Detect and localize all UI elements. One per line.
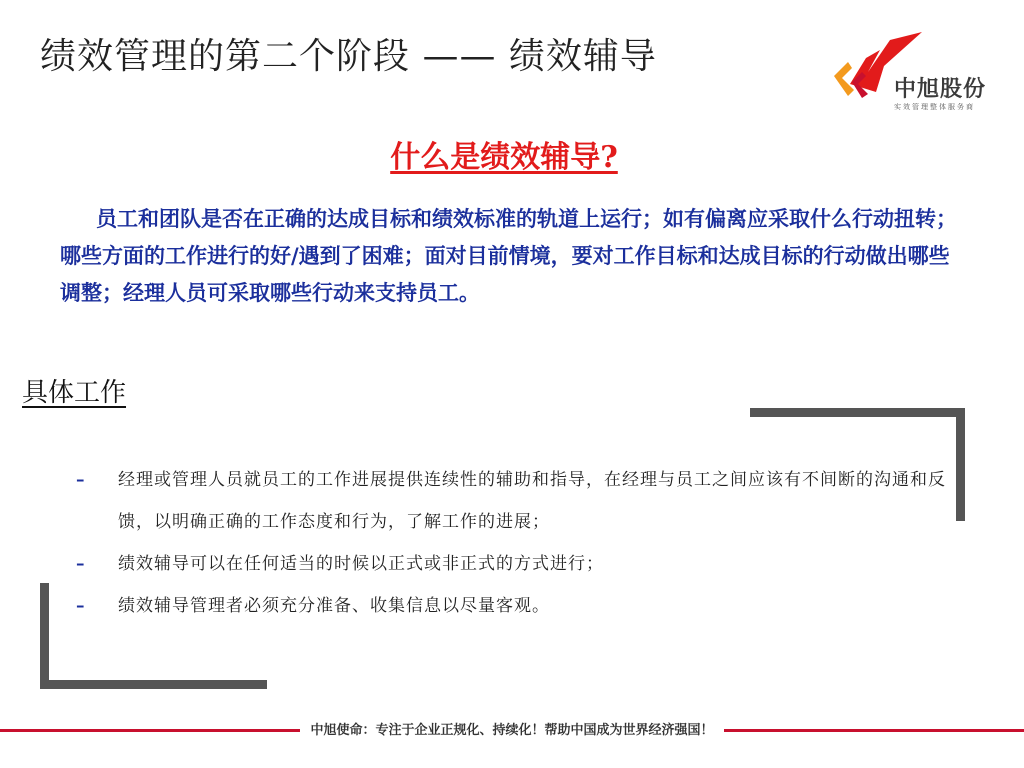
slide-title: 绩效管理的第二个阶段 —— 绩效辅导	[40, 36, 657, 77]
bullet-marker: –	[76, 596, 86, 616]
intro-paragraph: 员工和团队是否在正确的达成目标和绩效标准的轨道上运行；如有偏离应采取什么行动扭转；哪些方面的工作进行的好/遇到了困难；面对目前情境，要对工作目标和达成目标的行动做出哪些调整；经理人员可采取哪些行动来支持员工。	[60, 206, 957, 305]
footer-divider-right	[724, 729, 1024, 732]
list-item-text: 绩效辅导管理者必须充分准备、收集信息以尽量客观。	[118, 596, 550, 616]
list-item-text: 经理或管理人员就员工的工作进展提供连续性的辅助和指导，在经理与员工之间应该有不间断的沟通和反馈，以明确正确的工作态度和行为，了解工作的进展；	[118, 470, 946, 532]
company-logo	[832, 32, 1007, 114]
bullet-marker: –	[76, 470, 86, 490]
section-heading: 具体工作	[22, 378, 127, 408]
logo-name: 中旭股份	[894, 77, 987, 102]
list-item	[76, 585, 946, 627]
footer-divider-left	[0, 729, 300, 732]
question-heading: 什么是绩效辅导?	[390, 140, 618, 175]
footer-mission: 中旭使命：专注于企业正规化、持续化！帮助中国成为世界经济强国！	[310, 723, 714, 738]
bullet-marker: –	[76, 554, 86, 574]
list-item	[76, 543, 946, 585]
list-item	[76, 459, 946, 543]
logo-tagline: 实效管理整体服务商	[894, 103, 975, 111]
list-item-text: 绩效辅导可以在任何适当的时候以正式或非正式的方式进行；	[118, 554, 604, 574]
work-list	[76, 459, 946, 627]
